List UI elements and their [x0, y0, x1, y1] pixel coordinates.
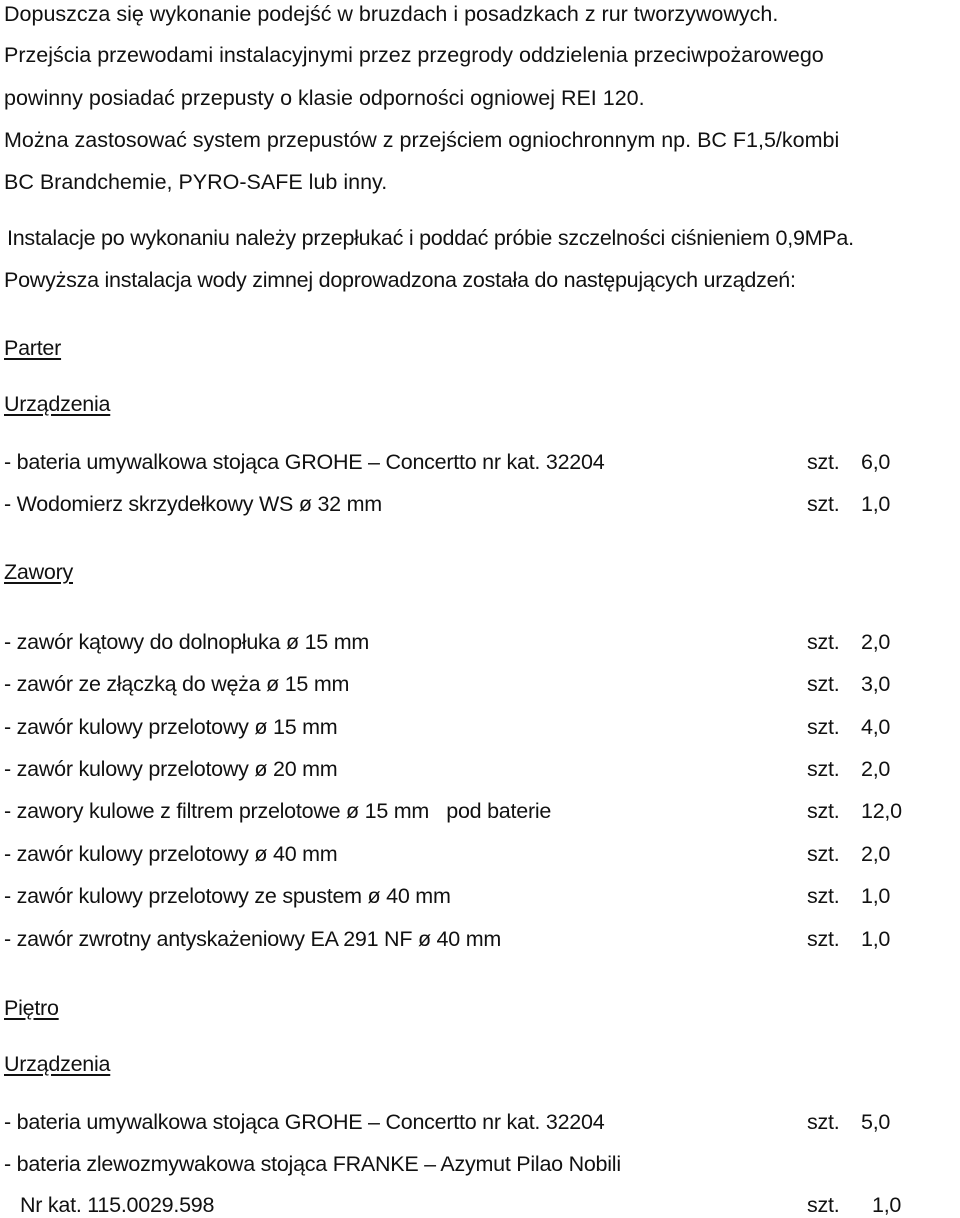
- item-name: - Wodomierz skrzydełkowy WS ø 32 mm: [4, 492, 382, 516]
- item-unit: szt.: [807, 884, 840, 908]
- item-qty: 1,0: [861, 492, 891, 516]
- item-unit: szt.: [807, 927, 840, 951]
- devices-heading-parter: Urządzenia: [4, 392, 111, 416]
- item-name: - zawory kulowe z filtrem przelotowe ø 15 mm pod baterie: [4, 799, 552, 823]
- item-qty: 12,0: [861, 799, 902, 823]
- item-unit: szt.: [807, 630, 840, 654]
- intro-line-4: Można zastosować system przepustów z przejściem ogniochronnym np. BC F1,5/kombi: [4, 128, 840, 152]
- item-qty: 2,0: [861, 842, 891, 866]
- item-qty: 1,0: [861, 927, 891, 951]
- item-unit: szt.: [807, 450, 840, 474]
- item-unit: szt.: [807, 715, 840, 739]
- item-unit: szt.: [807, 799, 840, 823]
- item-unit: szt.: [807, 842, 840, 866]
- item-name: - zawór ze złączką do węża ø 15 mm: [4, 672, 350, 696]
- item-name: - zawór kątowy do dolnopłuka ø 15 mm: [4, 630, 370, 654]
- item-name: - bateria zlewozmywakowa stojąca FRANKE – Azymut Pilao Nobili: [4, 1152, 621, 1176]
- intro-line-3: powinny posiadać przepusty o klasie odporności ogniowej REI 120.: [4, 86, 645, 110]
- item-name: - zawór zwrotny antyskażeniowy EA 291 NF ø 40 mm: [4, 927, 502, 951]
- item-name: Nr kat. 115.0029.598: [20, 1193, 215, 1217]
- item-qty: 4,0: [861, 715, 891, 739]
- item-unit: szt.: [807, 757, 840, 781]
- item-name: - zawór kulowy przelotowy ø 40 mm: [4, 842, 338, 866]
- devices-heading-pietro: Urządzenia: [4, 1052, 111, 1076]
- item-name: - zawór kulowy przelotowy ø 15 mm: [4, 715, 338, 739]
- section-title-pietro: Piętro: [4, 996, 59, 1020]
- item-unit: szt.: [807, 1193, 840, 1217]
- item-name: - zawór kulowy przelotowy ze spustem ø 40 mm: [4, 884, 451, 908]
- supply-note: Powyższa instalacja wody zimnej doprowadzona została do następujących urządzeń:: [4, 268, 796, 292]
- item-name: - bateria umywalkowa stojąca GROHE – Concertto nr kat. 32204: [4, 450, 605, 474]
- valves-heading-parter: Zawory: [4, 560, 73, 584]
- item-qty: 3,0: [861, 672, 891, 696]
- item-qty: 5,0: [861, 1110, 891, 1134]
- item-name: - bateria umywalkowa stojąca GROHE – Concertto nr kat. 32204: [4, 1110, 605, 1134]
- item-unit: szt.: [807, 672, 840, 696]
- item-qty: 1,0: [872, 1193, 902, 1217]
- item-unit: szt.: [807, 1110, 840, 1134]
- item-unit: szt.: [807, 492, 840, 516]
- intro-line-5: BC Brandchemie, PYRO-SAFE lub inny.: [4, 170, 388, 194]
- item-qty: 1,0: [861, 884, 891, 908]
- flush-note: Instalacje po wykonaniu należy przepłukać i poddać próbie szczelności ciśnieniem 0,9MPa.: [7, 226, 854, 250]
- intro-line-2: Przejścia przewodami instalacyjnymi przez przegrody oddzielenia przeciwpożarowego: [4, 43, 824, 67]
- item-qty: 2,0: [861, 630, 891, 654]
- item-qty: 2,0: [861, 757, 891, 781]
- item-qty: 6,0: [861, 450, 891, 474]
- section-title-parter: Parter: [4, 336, 62, 360]
- item-name: - zawór kulowy przelotowy ø 20 mm: [4, 757, 338, 781]
- intro-line-1: Dopuszcza się wykonanie podejść w bruzdach i posadzkach z rur tworzywowych.: [4, 2, 779, 26]
